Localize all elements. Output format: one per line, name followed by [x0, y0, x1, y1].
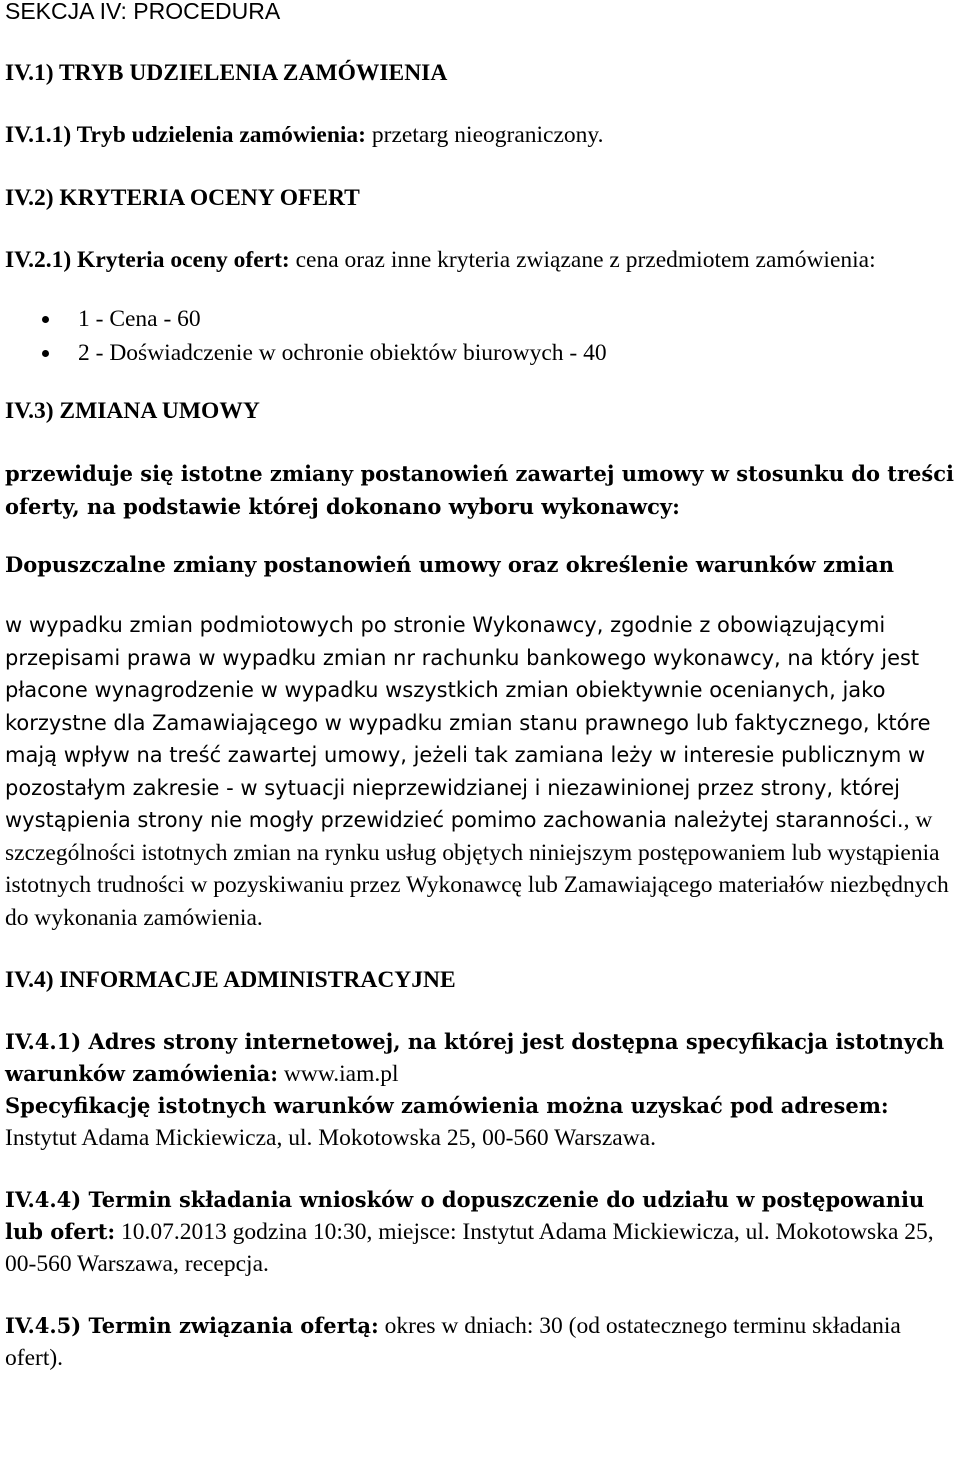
iv2-1-label: IV.2.1) Kryteria oceny ofert:	[5, 247, 290, 273]
iv4-1b-label: Specyfikację istotnych warunków zamówienia można uzyskać pod adresem:	[5, 1093, 889, 1118]
iv1-1-paragraph	[5, 119, 955, 151]
iv3-body-serif: , w szczególności istotnych zmian na rynku usług objętych niniejszym postępowaniem lub wystąpienia istotnych trudności w pozyskiwaniu przez Wykonawcę lub Zamawiającego materiałów niezbędnych do wykonania zamówienia.	[5, 807, 949, 931]
iv1-1-label: IV.1.1) Tryb udzielenia zamówienia:	[5, 122, 366, 148]
iv4-4-paragraph	[5, 1184, 955, 1280]
iv3-intro: przewiduje się istotne zmiany postanowień zawartej umowy w stosunku do treści oferty, na podstawie której dokonano wyboru wykonawcy:	[5, 461, 954, 519]
iv2-heading: IV.2) KRYTERIA OCENY OFERT	[5, 185, 360, 211]
iv2-1-value: cena oraz inne kryteria związane z przedmiotem zamówienia:	[295, 247, 876, 273]
iv3-subheading: Dopuszczalne zmiany postanowień umowy oraz określenie warunków zmian	[5, 552, 895, 577]
iv4-4-value: 10.07.2013 godzina 10:30, miejsce: Instytut Adama Mickiewicza, ul. Mokotowska 25, 00-560 Warszawa, recepcja.	[5, 1219, 934, 1277]
iv4-1b-value: Instytut Adama Mickiewicza, ul. Mokotowska 25, 00-560 Warszawa.	[5, 1125, 656, 1151]
section-title: SEKCJA IV: PROCEDURA	[5, 0, 281, 24]
iv4-4-label: IV.4.4) Termin składania wniosków o dopuszczenie do udziału w postępowaniu lub ofert:	[5, 1187, 925, 1244]
criteria-item: 2 - Doświadczenie w ochronie obiektów biurowych - 40	[78, 336, 955, 370]
iv4-5-value: okres w dniach: 30 (od ostatecznego terminu składania ofert).	[5, 1313, 901, 1371]
iv2-1-paragraph	[5, 244, 955, 276]
iv4-5-paragraph	[5, 1310, 955, 1374]
iv4-1-paragraph	[5, 1026, 955, 1154]
iv4-5-label: IV.4.5) Termin związania ofertą:	[5, 1313, 379, 1338]
iv3-body	[5, 609, 955, 934]
iv1-1-value: przetarg nieograniczony.	[371, 122, 604, 148]
criteria-item: 1 - Cena - 60	[78, 302, 955, 336]
iv4-1-value: www.iam.pl	[283, 1061, 399, 1087]
criteria-list	[5, 302, 955, 370]
iv3-heading: IV.3) ZMIANA UMOWY	[5, 398, 260, 424]
iv4-heading: IV.4) INFORMACJE ADMINISTRACYJNE	[5, 967, 456, 993]
iv3-body-sans: w wypadku zmian podmiotowych po stronie Wykonawcy, zgodnie z obowiązującymi przepisami prawa w wypadku zmian nr rachunku bankowego wykonawcy, na który jest płacone wynagrodzenie w wypadku wszystkich zmian obiektywnie ocenianych, jako korzystne dla Zamawiającego w wypadku zmian stanu prawnego lub faktycznego, które mają wpływ na treść zawartej umowy, jeżeli tak zamiana leży w interesie publicznym w pozostałym zakresie - w sytuacji nieprzewidzianej i niezawinionej przez strony, której wystąpienia strony nie mogły przewidzieć pomimo zachowania należytej staranności.	[5, 613, 931, 832]
iv4-1-label: IV.4.1) Adres strony internetowej, na której jest dostępna specyfikacja istotnych warunków zamówienia:	[5, 1029, 945, 1086]
iv1-heading: IV.1) TRYB UDZIELENIA ZAMÓWIENIA	[5, 60, 448, 86]
